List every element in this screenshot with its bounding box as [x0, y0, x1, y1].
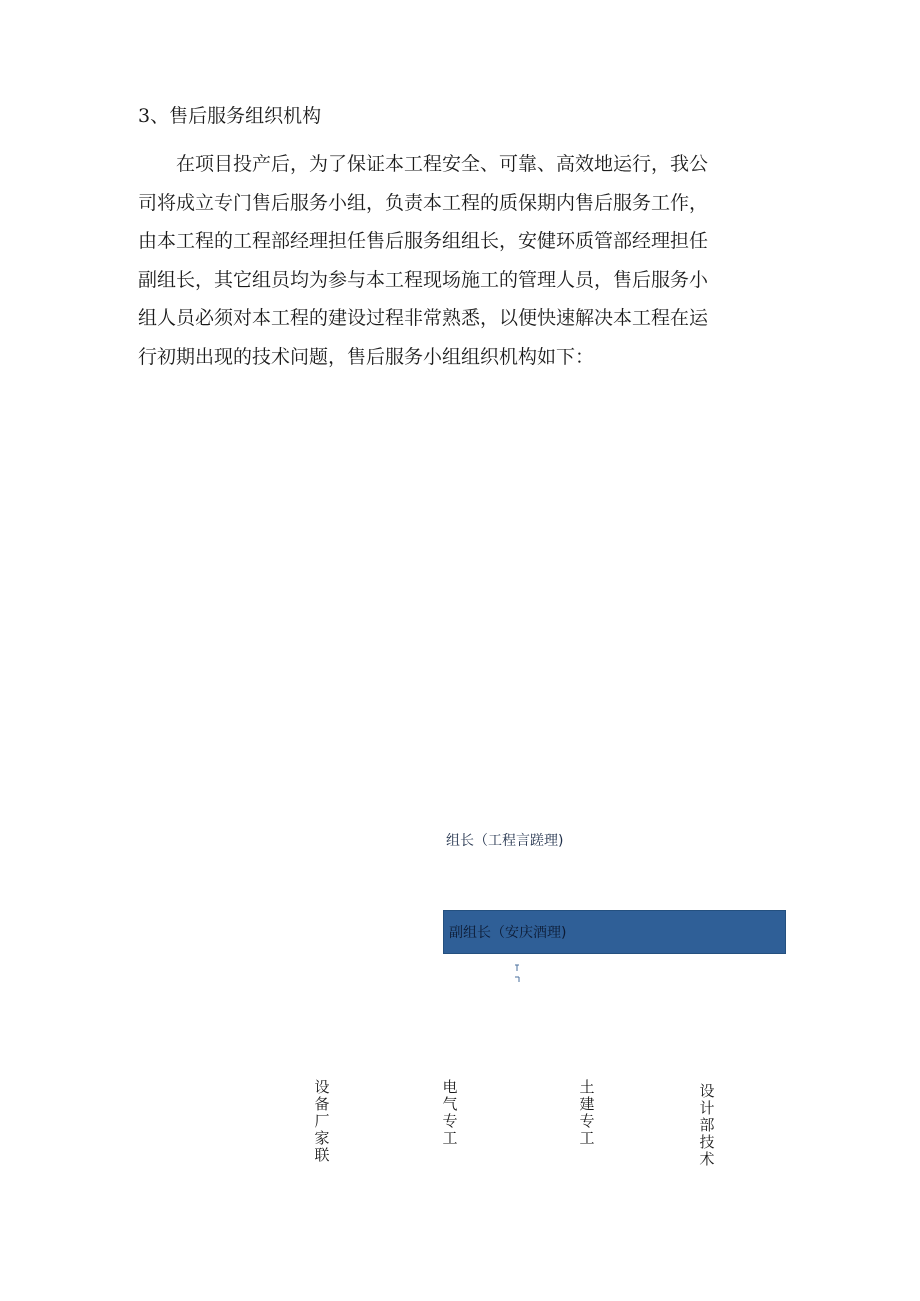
paragraph-line: 行初期出现的技术问题，售后服务小组组织机构如下：: [138, 345, 595, 368]
deputy-label: 副组长（安庆酒理): [449, 925, 567, 941]
member-equipment-vendor: 设备厂家联: [314, 1078, 330, 1164]
paragraph-line: 司将成立专门售后服务小组，负责本工程的质保期内售后服务工作，: [138, 191, 709, 214]
member-civil: 土建专工: [579, 1078, 595, 1147]
connector-mark: [514, 963, 520, 983]
member-electrical: 电气专工: [442, 1078, 458, 1147]
section-heading: 3、售后服务组织机构: [138, 105, 322, 127]
paragraph-line: 副组长，其它组员均为参与本工程现场施工的管理人员，售后服务小: [138, 268, 709, 291]
member-design-tech: 设计部技术: [699, 1082, 715, 1168]
paragraph-line: 由本工程的工程部经理担任售后服务组组长，安健环质管部经理担任: [138, 230, 709, 252]
deputy-box: [443, 910, 786, 954]
paragraph-line: 在项目投产后，为了保证本工程安全、可靠、高效地运行，我公: [138, 153, 709, 175]
leader-label: 组长（工程言蹉理): [446, 833, 564, 849]
paragraph-line: 组人员必须对本工程的建设过程非常熟悉，以便快速解决本工程在运: [138, 307, 709, 329]
